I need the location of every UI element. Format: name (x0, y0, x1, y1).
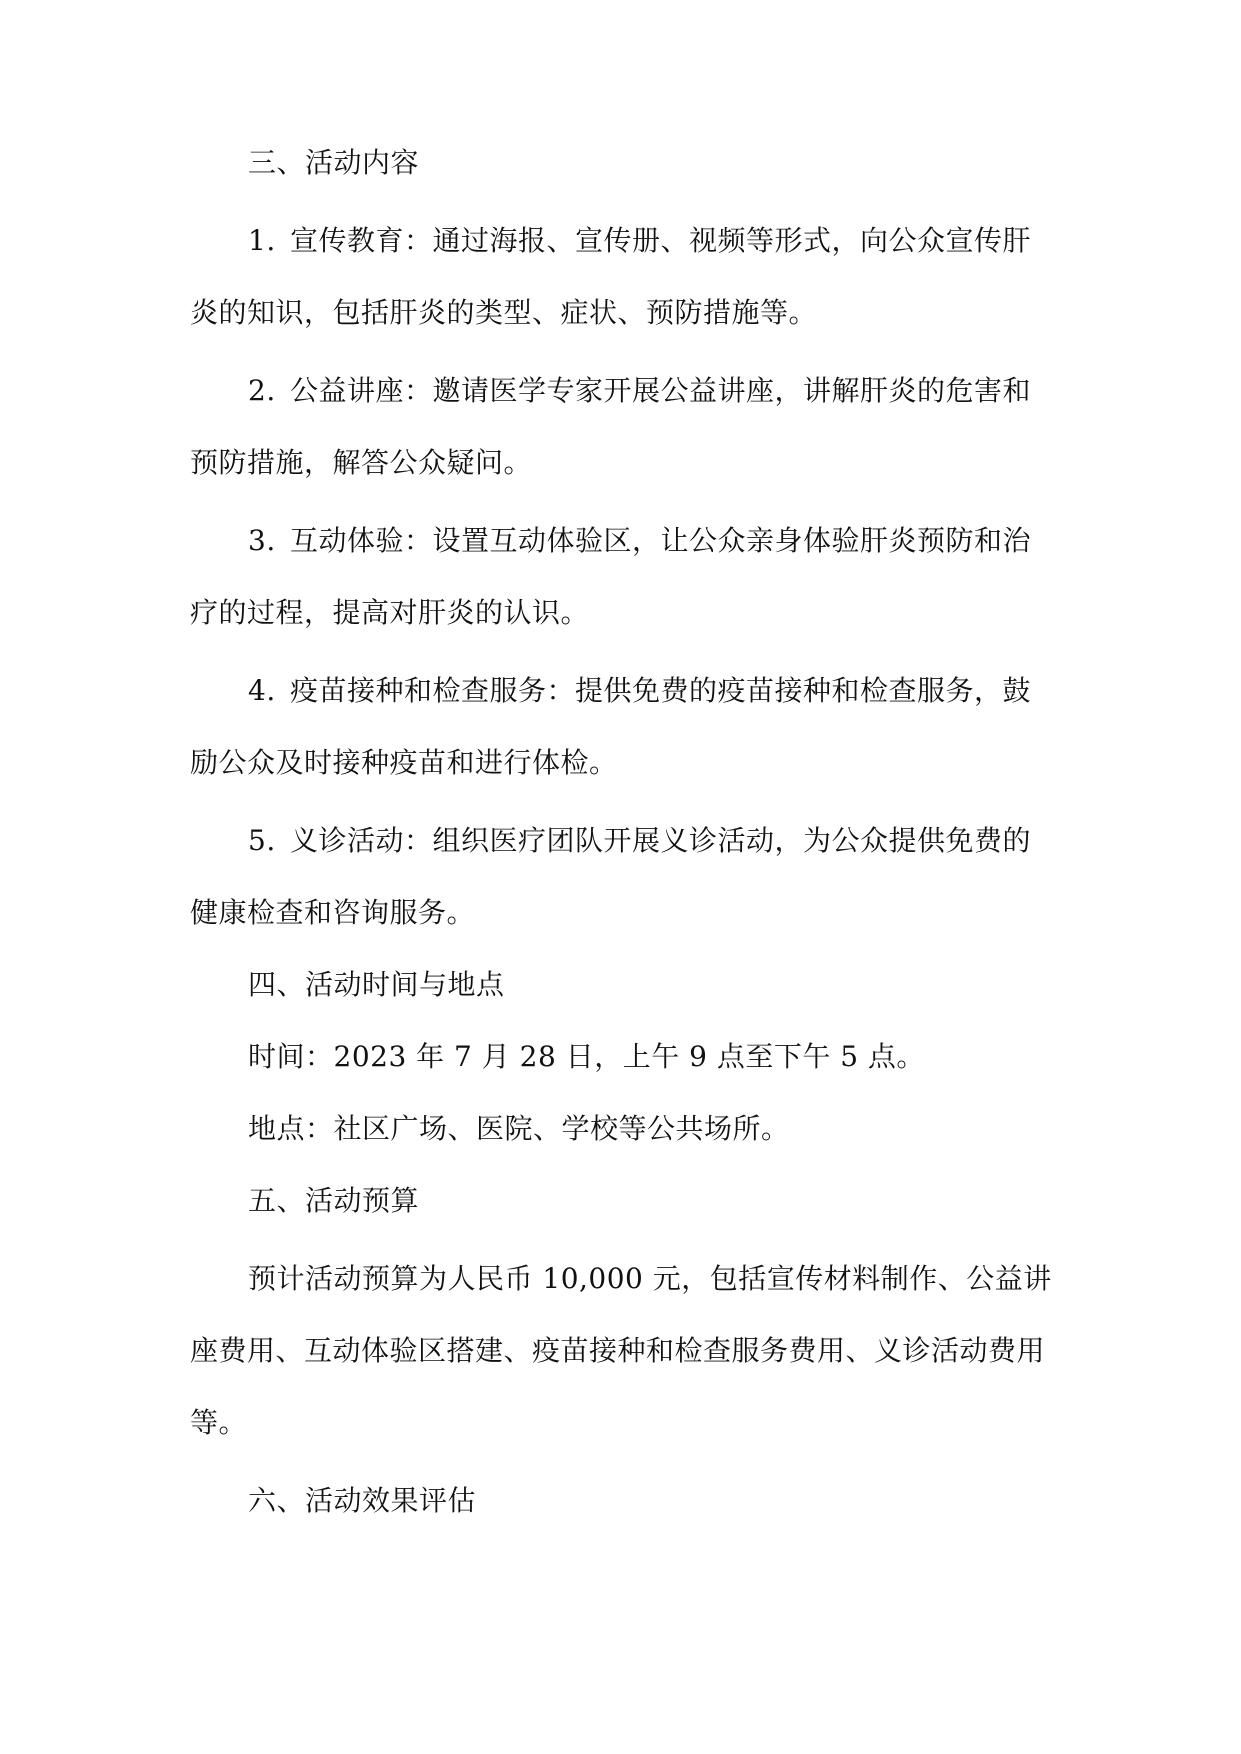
list-item-number: 1. (248, 224, 276, 257)
list-item-number: 4. (248, 674, 276, 707)
budget-paragraph-line: 等。 (190, 1406, 248, 1439)
list-item-line (190, 222, 1054, 260)
list-item (190, 222, 1054, 332)
list-item-text: 疫苗接种和检查服务：提供免费的疫苗接种和检查服务，鼓 (290, 674, 1032, 707)
list-item (190, 822, 1054, 932)
list-item-number: 2. (248, 374, 276, 407)
list-item-number: 3. (248, 524, 276, 557)
list-item-text: 宣传教育：通过海报、宣传册、视频等形式，向公众宣传肝 (290, 224, 1032, 257)
list-item-line (190, 822, 1054, 860)
list-item (190, 672, 1054, 782)
section-heading-budget: 五、活动预算 (248, 1184, 420, 1217)
list-item-number: 5. (248, 824, 276, 857)
list-item-continuation: 励公众及时接种疫苗和进行体检。 (190, 746, 618, 779)
document-body (190, 144, 1054, 1520)
budget-paragraph-line: 预计活动预算为人民币 10,000 元，包括宣传材料制作、公益讲 (248, 1262, 1052, 1295)
list-item-continuation: 疗的过程，提高对肝炎的认识。 (190, 596, 590, 629)
section-heading-evaluation: 六、活动效果评估 (248, 1484, 477, 1517)
list-item-continuation: 健康检查和咨询服务。 (190, 896, 476, 929)
activity-place: 地点：社区广场、医院、学校等公共场所。 (248, 1112, 790, 1145)
budget-paragraph-line: 座费用、互动体验区搭建、疫苗接种和检查服务费用、义诊活动费用 (190, 1334, 1046, 1367)
list-item-text: 公益讲座：邀请医学专家开展公益讲座，讲解肝炎的危害和 (290, 374, 1032, 407)
list-item-text: 互动体验：设置互动体验区，让公众亲身体验肝炎预防和治 (290, 524, 1032, 557)
list-item-text: 义诊活动：组织医疗团队开展义诊活动，为公众提供免费的 (290, 824, 1032, 857)
list-item-line (190, 672, 1054, 710)
activity-time: 时间：2023 年 7 月 28 日，上午 9 点至下午 5 点。 (248, 1040, 925, 1073)
list-item (190, 522, 1054, 632)
section-heading-activity-content: 三、活动内容 (248, 146, 420, 179)
list-item-line (190, 522, 1054, 560)
section-heading-time-place: 四、活动时间与地点 (248, 968, 505, 1001)
list-item-continuation: 预防措施，解答公众疑问。 (190, 446, 533, 479)
list-item (190, 372, 1054, 482)
list-item-line (190, 372, 1054, 410)
list-item-continuation: 炎的知识，包括肝炎的类型、症状、预防措施等。 (190, 296, 818, 329)
